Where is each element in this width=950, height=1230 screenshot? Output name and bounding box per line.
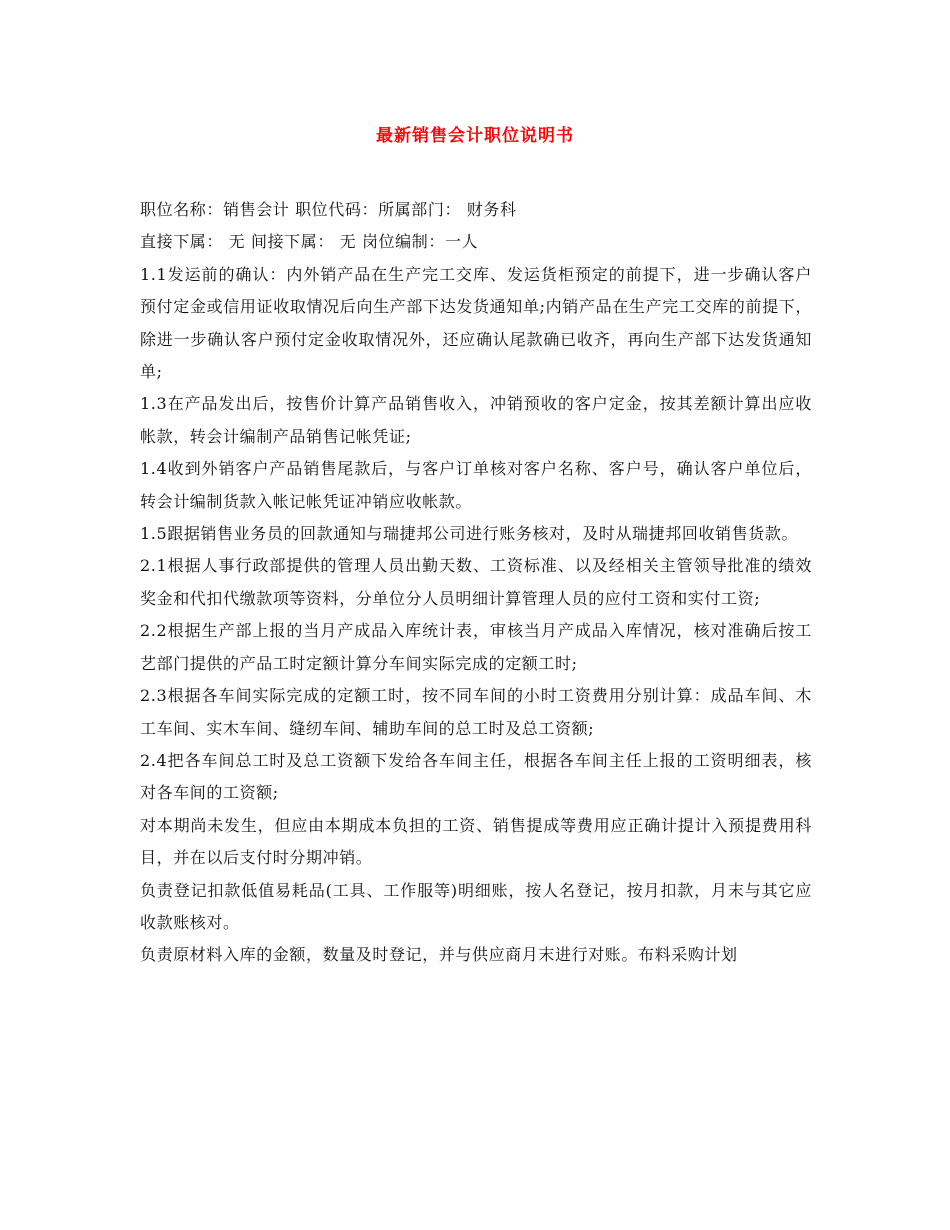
- paragraph-raw-materials: 负责原材料入库的金额，数量及时登记，并与供应商月末进行对账。布料采购计划: [140, 945, 738, 965]
- paragraph-subordinates: 直接下属： 无 间接下属： 无 岗位编制：一人: [140, 232, 479, 252]
- document-body: [140, 194, 812, 972]
- paragraph-1-3: 1.3在产品发出后，按售价计算产品销售收入，冲销预收的客户定金，按其差额计算出应收帐款，转会计编制产品销售记帐凭证;: [140, 394, 812, 446]
- paragraph-1-5: 1.5跟据销售业务员的回款通知与瑞捷邦公司进行账务核对，及时从瑞捷邦回收销售货款。: [140, 524, 799, 544]
- paragraph-consumables: 负责登记扣款低值易耗品(工具、工作服等)明细账，按人名登记，按月扣款，月末与其它应收款账核对。: [140, 880, 812, 932]
- paragraph-1-4: 1.4收到外销客户产品销售尾款后，与客户订单核对客户名称、客户号，确认客户单位后，转会计编制货款入帐记帐凭证冲销应收帐款。: [140, 459, 812, 511]
- paragraph-2-2: 2.2根据生产部上报的当月产成品入库统计表，审核当月产成品入库情况，核对准确后按工艺部门提供的产品工时定额计算分车间实际完成的定额工时;: [140, 621, 812, 673]
- paragraph-position-info: 职位名称：销售会计 职位代码：所属部门： 财务科: [140, 200, 517, 219]
- paragraph-2-3: 2.3根据各车间实际完成的定额工时，按不同车间的小时工资费用分别计算：成品车间、木工车间、实木车间、缝纫车间、辅助车间的总工时及总工资额;: [140, 686, 812, 738]
- paragraph-2-1: 2.1根据人事行政部提供的管理人员出勤天数、工资标准、以及经相关主管领导批准的绩效奖金和代扣代缴款项等资料，分单位分人员明细计算管理人员的应付工资和实付工资;: [140, 556, 812, 608]
- paragraph-1-1: 1.1发运前的确认：内外销产品在生产完工交库、发运货柜预定的前提下，进一步确认客户预付定金或信用证收取情况后向生产部下达发货通知单;内销产品在生产完工交库的前提下，除进一步确认客户预付定金收取情况外，还应确认尾款确已收齐，再向生产部下达发货通知单;: [140, 264, 812, 382]
- paragraph-accrual: 对本期尚未发生，但应由本期成本负担的工资、销售提成等费用应正确计提计入预提费用科目，并在以后支付时分期冲销。: [140, 815, 812, 868]
- paragraph-2-4: 2.4把各车间总工时及总工资额下发给各车间主任，根据各车间主任上报的工资明细表，核对各车间的工资额;: [140, 750, 812, 803]
- document-title: 最新销售会计职位说明书: [376, 126, 574, 146]
